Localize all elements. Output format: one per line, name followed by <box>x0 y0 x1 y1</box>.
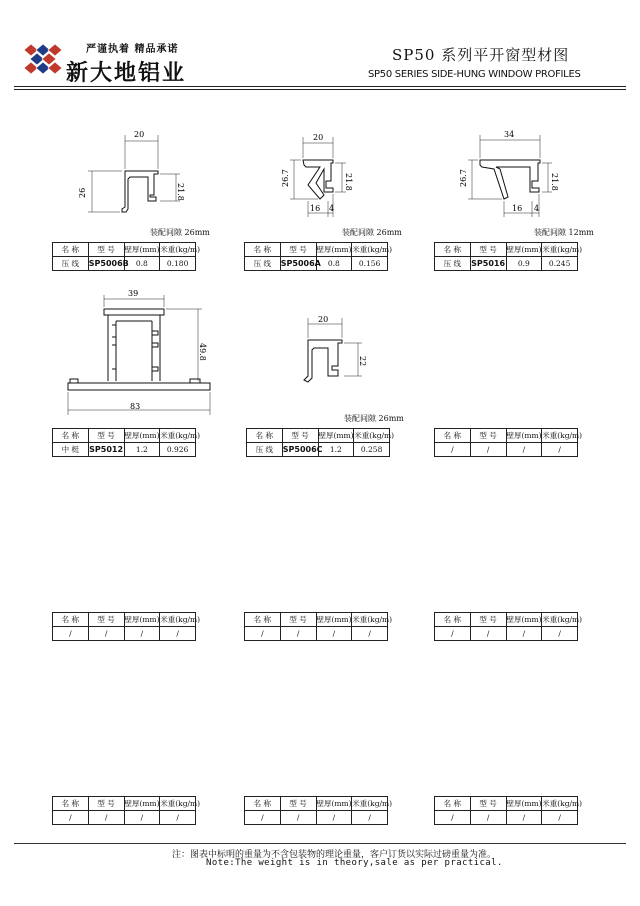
header-rule <box>14 86 626 87</box>
spec-table-sp5006a <box>244 242 393 271</box>
empty-spec-table <box>434 428 583 457</box>
col-thickness: 壁厚(mm) <box>124 613 160 627</box>
col-weight: 米重(kg/m) <box>542 613 578 627</box>
col-name: 名 称 <box>245 243 281 257</box>
cell-thickness: 1.2 <box>124 443 160 457</box>
dim-length: 83 <box>130 402 141 411</box>
empty-cell: / <box>53 811 89 825</box>
profile-drawing-sp5006c <box>290 310 390 400</box>
dim-width: 20 <box>134 130 145 139</box>
col-name: 名 称 <box>53 429 89 443</box>
empty-cell: / <box>470 627 506 641</box>
col-name: 名 称 <box>245 613 281 627</box>
dim-tip: 4 <box>329 204 335 213</box>
col-model: 型 号 <box>470 613 506 627</box>
col-model: 型 号 <box>280 797 316 811</box>
dim-height: 49.8 <box>198 343 207 361</box>
assembly-gap-note: 装配间隙 26mm <box>344 414 404 423</box>
cell-name: 压 线 <box>247 443 283 457</box>
cell-name: 压 线 <box>245 257 281 271</box>
cell-weight: 0.180 <box>160 257 196 271</box>
dim-height-inner: 21.8 <box>176 183 185 201</box>
col-weight: 米重(kg/m) <box>542 429 578 443</box>
dim-width: 34 <box>504 130 515 139</box>
dim-height: 22 <box>358 356 367 367</box>
footer-note-cn: 注：图表中标明的重量为不含包装物的理论重量，客户订货以实际过磅重量为准。 <box>172 850 497 860</box>
spec-table-sp5012 <box>52 428 201 457</box>
dim-height-inner: 21.8 <box>344 173 353 191</box>
empty-cell: / <box>316 627 352 641</box>
profile-drawing-sp5012 <box>60 285 220 415</box>
empty-spec-table <box>434 796 583 825</box>
col-model: 型 号 <box>88 243 124 257</box>
col-name: 名 称 <box>53 613 89 627</box>
empty-cell: / <box>280 811 316 825</box>
dim-lip: 16 <box>310 204 321 213</box>
empty-cell: / <box>435 627 471 641</box>
col-weight: 米重(kg/m) <box>542 797 578 811</box>
col-thickness: 壁厚(mm) <box>318 429 354 443</box>
logo-icon <box>24 44 62 74</box>
col-weight: 米重(kg/m) <box>352 797 388 811</box>
dim-width: 39 <box>128 289 139 298</box>
col-model: 型 号 <box>88 797 124 811</box>
empty-cell: / <box>160 811 196 825</box>
col-weight: 米重(kg/m) <box>354 429 390 443</box>
empty-cell: / <box>352 811 388 825</box>
empty-cell: / <box>53 627 89 641</box>
col-thickness: 壁厚(mm) <box>124 797 160 811</box>
cell-model: SP5006C <box>282 443 318 457</box>
empty-spec-table <box>52 796 201 825</box>
cell-model: SP5012 <box>88 443 124 457</box>
col-name: 名 称 <box>53 797 89 811</box>
footer-note-en: Note:The weight is in theory,sale as per practical. <box>206 858 503 868</box>
col-model: 型 号 <box>282 429 318 443</box>
cell-model: SP5006B <box>88 257 124 271</box>
col-name: 名 称 <box>245 797 281 811</box>
empty-cell: / <box>160 627 196 641</box>
dim-height-inner: 21.8 <box>550 173 559 191</box>
col-thickness: 壁厚(mm) <box>124 243 160 257</box>
col-weight: 米重(kg/m) <box>160 243 196 257</box>
cell-name: 中 梃 <box>53 443 89 457</box>
dim-width: 20 <box>318 315 329 324</box>
empty-cell: / <box>435 811 471 825</box>
col-name: 名 称 <box>53 243 89 257</box>
col-thickness: 壁厚(mm) <box>124 429 160 443</box>
company-slogan: 严谨执着 精品承诺 <box>86 44 179 55</box>
assembly-gap-note: 装配间隙 12mm <box>534 228 594 237</box>
empty-cell: / <box>245 627 281 641</box>
col-thickness: 壁厚(mm) <box>316 797 352 811</box>
col-weight: 米重(kg/m) <box>160 797 196 811</box>
col-model: 型 号 <box>470 429 506 443</box>
empty-cell: / <box>542 811 578 825</box>
col-thickness: 壁厚(mm) <box>506 429 542 443</box>
footer-rule <box>14 843 626 844</box>
empty-cell: / <box>506 811 542 825</box>
empty-cell: / <box>280 627 316 641</box>
col-model: 型 号 <box>470 797 506 811</box>
cell-model: SP5006A <box>280 257 316 271</box>
dim-height: 26 <box>78 187 87 198</box>
empty-cell: / <box>506 443 542 457</box>
col-weight: 米重(kg/m) <box>352 613 388 627</box>
col-model: 型 号 <box>88 613 124 627</box>
empty-cell: / <box>124 627 160 641</box>
col-model: 型 号 <box>280 243 316 257</box>
cell-thickness: 0.8 <box>316 257 352 271</box>
empty-cell: / <box>542 443 578 457</box>
empty-cell: / <box>88 811 124 825</box>
empty-cell: / <box>470 811 506 825</box>
empty-spec-table <box>52 612 201 641</box>
cell-name: 压 线 <box>435 257 471 271</box>
col-model: 型 号 <box>470 243 506 257</box>
spec-table-sp5006b <box>52 242 201 271</box>
empty-cell: / <box>245 811 281 825</box>
cell-weight: 0.156 <box>352 257 388 271</box>
dim-lip: 16 <box>512 204 523 213</box>
cell-model: SP5016 <box>470 257 506 271</box>
spec-table-sp5016 <box>434 242 583 271</box>
col-name: 名 称 <box>435 429 471 443</box>
empty-cell: / <box>88 627 124 641</box>
col-name: 名 称 <box>435 797 471 811</box>
profile-drawing-sp5006a <box>262 125 392 225</box>
header-rule-thin <box>14 89 626 90</box>
col-thickness: 壁厚(mm) <box>506 797 542 811</box>
cell-thickness: 0.9 <box>506 257 542 271</box>
empty-cell: / <box>316 811 352 825</box>
cell-thickness: 0.8 <box>124 257 160 271</box>
assembly-gap-note: 装配间隙 26mm <box>342 228 402 237</box>
cell-name: 压 线 <box>53 257 89 271</box>
col-name: 名 称 <box>435 243 471 257</box>
empty-cell: / <box>470 443 506 457</box>
empty-spec-table <box>434 612 583 641</box>
empty-cell: / <box>435 443 471 457</box>
col-weight: 米重(kg/m) <box>160 613 196 627</box>
col-thickness: 壁厚(mm) <box>506 243 542 257</box>
empty-spec-table <box>244 796 393 825</box>
col-model: 型 号 <box>280 613 316 627</box>
col-weight: 米重(kg/m) <box>542 243 578 257</box>
dim-height: 26.7 <box>281 169 290 187</box>
cell-weight: 0.258 <box>354 443 390 457</box>
col-weight: 米重(kg/m) <box>352 243 388 257</box>
col-model: 型 号 <box>88 429 124 443</box>
empty-cell: / <box>124 811 160 825</box>
spec-table-sp5006c <box>246 428 395 457</box>
col-thickness: 壁厚(mm) <box>316 613 352 627</box>
dim-width: 20 <box>313 133 324 142</box>
dim-tip: 4 <box>534 204 540 213</box>
profile-drawing-sp5016 <box>452 125 582 225</box>
empty-cell: / <box>542 627 578 641</box>
assembly-gap-note: 装配间隙 26mm <box>150 228 210 237</box>
dim-height: 26.7 <box>459 169 468 187</box>
page-title-cn: SP50 系列平开窗型材图 <box>392 46 570 64</box>
col-name: 名 称 <box>435 613 471 627</box>
company-name: 新大地铝业 <box>66 60 187 86</box>
col-weight: 米重(kg/m) <box>160 429 196 443</box>
empty-cell: / <box>352 627 388 641</box>
col-thickness: 壁厚(mm) <box>506 613 542 627</box>
profile-drawing-sp5006b <box>70 125 200 225</box>
empty-spec-table <box>244 612 393 641</box>
col-thickness: 壁厚(mm) <box>316 243 352 257</box>
cell-weight: 0.926 <box>160 443 196 457</box>
page-title-en: SP50 SERIES SIDE-HUNG WINDOW PROFILES <box>368 69 581 80</box>
cell-weight: 0.245 <box>542 257 578 271</box>
col-name: 名 称 <box>247 429 283 443</box>
cell-thickness: 1.2 <box>318 443 354 457</box>
empty-cell: / <box>506 627 542 641</box>
